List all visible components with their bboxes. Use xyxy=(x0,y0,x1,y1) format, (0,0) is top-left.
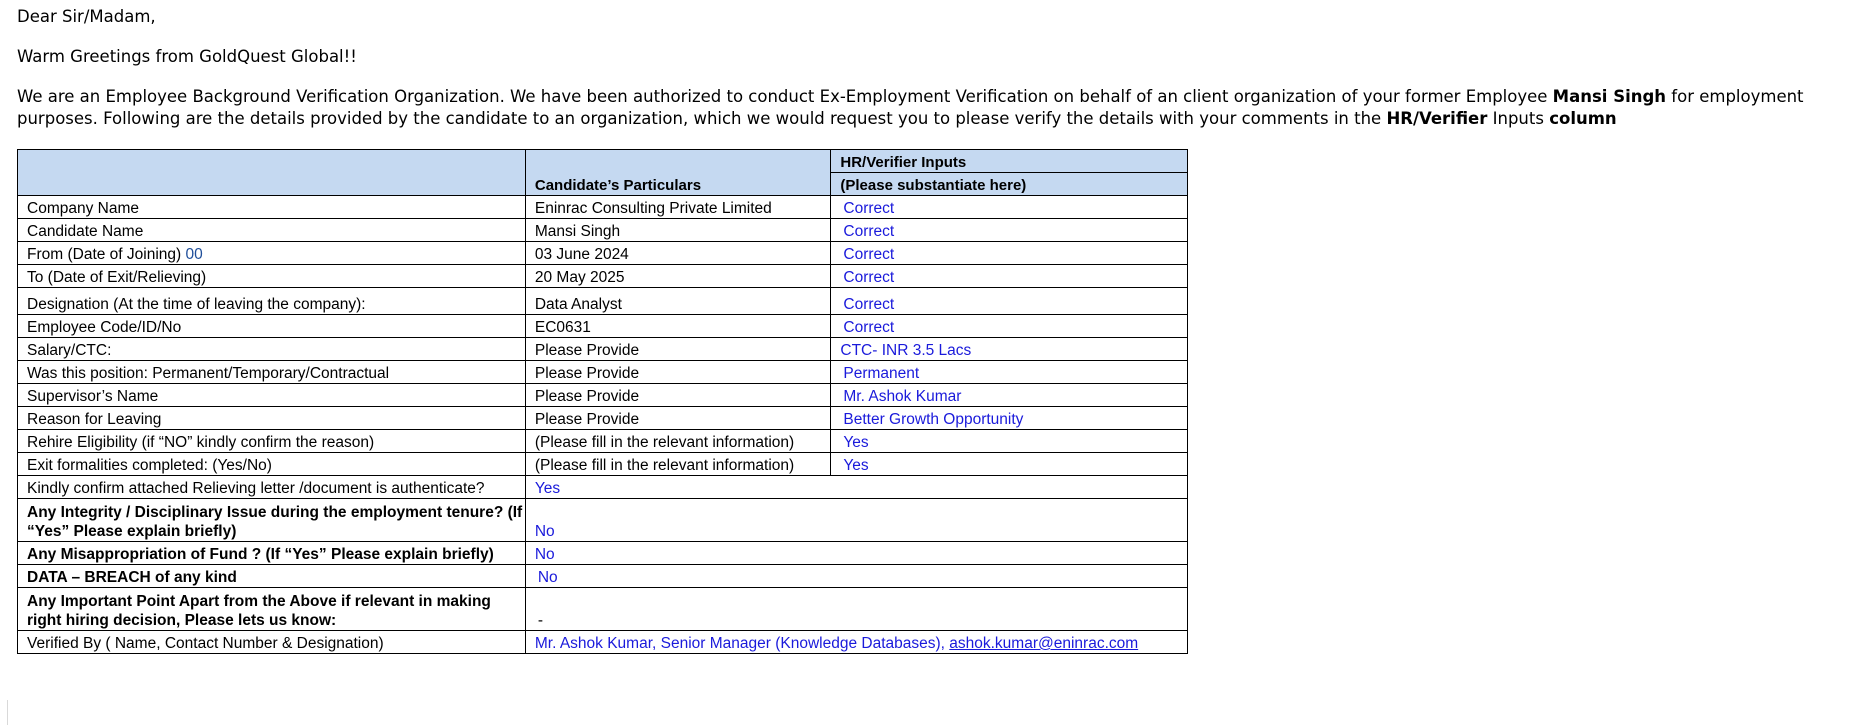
row-label: Reason for Leaving xyxy=(18,407,526,430)
table-row xyxy=(18,430,1188,453)
verified-by-text: Mr. Ashok Kumar, Senior Manager (Knowledge Databases), xyxy=(534,635,950,652)
row-candidate-value: Please Provide xyxy=(525,407,831,430)
intro-paragraph xyxy=(17,86,1867,130)
table-row xyxy=(18,219,1188,242)
intro-text-1: We are an Employee Background Verification Organization. We have been authorized to conduct Ex-Employment Verification on behalf of an client organization of your former Employee xyxy=(17,87,1553,106)
row-verifier-value: CTC- INR 3.5 Lacs xyxy=(831,338,1188,361)
table-row xyxy=(18,588,1188,631)
row-label: Rehire Eligibility (if “NO” kindly confirm the reason) xyxy=(18,430,526,453)
header-substantiate: (Please substantiate here) xyxy=(831,173,1188,196)
merged-row-label: Verified By ( Name, Contact Number & Designation) xyxy=(18,631,526,654)
row-candidate-value: Mansi Singh xyxy=(525,219,831,242)
merged-row-answer: No xyxy=(525,499,1187,542)
table-row xyxy=(18,476,1188,499)
column-bold: column xyxy=(1549,109,1617,128)
row-label: Was this position: Permanent/Temporary/Contractual xyxy=(18,361,526,384)
row-verifier-value: Yes xyxy=(831,430,1188,453)
edge-divider xyxy=(7,700,8,725)
row-candidate-value: (Please fill in the relevant information) xyxy=(525,430,831,453)
row-candidate-value: 03 June 2024 xyxy=(525,242,831,265)
table-row xyxy=(18,265,1188,288)
merged-row-answer: - xyxy=(525,588,1187,631)
inputs-word: Inputs xyxy=(1487,109,1550,128)
table-row xyxy=(18,453,1188,476)
email-body xyxy=(17,6,1867,146)
row-candidate-value: Data Analyst xyxy=(525,288,831,315)
hr-verifier-bold: HR/Verifier xyxy=(1386,109,1488,128)
row-verifier-value: Permanent xyxy=(831,361,1188,384)
table-row xyxy=(18,338,1188,361)
row-label: Salary/CTC: xyxy=(18,338,526,361)
header-hr-verifier-inputs: HR/Verifier Inputs xyxy=(831,150,1188,173)
row-candidate-value: Please Provide xyxy=(525,384,831,407)
table-row xyxy=(18,631,1188,654)
table-row xyxy=(18,288,1188,315)
row-label: Designation (At the time of leaving the company): xyxy=(18,288,526,315)
row-verifier-value: Correct xyxy=(831,196,1188,219)
table-row xyxy=(18,196,1188,219)
row-candidate-value: Please Provide xyxy=(525,338,831,361)
intro-text-2: for employment purposes. Following are the details provided by the candidate to an organization, which we would request you to please verify the details with your comments in the xyxy=(17,87,1804,128)
verified-by-cell xyxy=(525,631,1187,654)
row-verifier-value: Mr. Ashok Kumar xyxy=(831,384,1188,407)
row-candidate-value: EC0631 xyxy=(525,315,831,338)
row-verifier-value: Correct xyxy=(831,242,1188,265)
table-row xyxy=(18,499,1188,542)
verifier-email-link[interactable]: ashok.kumar@eninrac.com xyxy=(949,635,1139,652)
merged-row-label: DATA – BREACH of any kind xyxy=(18,565,526,588)
header-blank-cell xyxy=(18,150,526,196)
candidate-name-bold: Mansi Singh xyxy=(1552,87,1667,106)
row-label xyxy=(18,242,526,265)
row-verifier-value: Yes xyxy=(831,453,1188,476)
row-label-text: From (Date of Joining) xyxy=(27,246,186,263)
row-verifier-value: Better Growth Opportunity xyxy=(831,407,1188,430)
row-verifier-value: Correct xyxy=(831,288,1188,315)
row-label: Supervisor’s Name xyxy=(18,384,526,407)
row-verifier-value: Correct xyxy=(831,219,1188,242)
row-label: Exit formalities completed: (Yes/No) xyxy=(18,453,526,476)
row-label: Candidate Name xyxy=(18,219,526,242)
row-label: Employee Code/ID/No xyxy=(18,315,526,338)
table-row xyxy=(18,315,1188,338)
row-label: To (Date of Exit/Relieving) xyxy=(18,265,526,288)
table-row xyxy=(18,565,1188,588)
row-candidate-value: Please Provide xyxy=(525,361,831,384)
table-row xyxy=(18,242,1188,265)
merged-row-answer: No xyxy=(525,565,1187,588)
table-row xyxy=(18,361,1188,384)
merged-row-label: Any Integrity / Disciplinary Issue during the employment tenure? (If “Yes” Please explain briefly) xyxy=(18,499,526,542)
table-row xyxy=(18,542,1188,565)
greeting-line: Warm Greetings from GoldQuest Global!! xyxy=(17,47,357,66)
merged-row-answer: No xyxy=(525,542,1187,565)
row-candidate-value: 20 May 2025 xyxy=(525,265,831,288)
row-label: Company Name xyxy=(18,196,526,219)
verification-table xyxy=(17,149,1188,654)
row-label-suffix: 00 xyxy=(185,246,203,263)
row-candidate-value: Eninrac Consulting Private Limited xyxy=(525,196,831,219)
merged-row-label: Any Important Point Apart from the Above if relevant in making right hiring decision, Please lets us know: xyxy=(18,588,526,631)
merged-row-label: Kindly confirm attached Relieving letter /document is authenticate? xyxy=(18,476,526,499)
table-row xyxy=(18,384,1188,407)
merged-row-answer: Yes xyxy=(525,476,1187,499)
row-candidate-value: (Please fill in the relevant information) xyxy=(525,453,831,476)
row-verifier-value: Correct xyxy=(831,265,1188,288)
row-verifier-value: Correct xyxy=(831,315,1188,338)
merged-row-label: Any Misappropriation of Fund ? (If “Yes” Please explain briefly) xyxy=(18,542,526,565)
table-row xyxy=(18,407,1188,430)
header-candidate-particulars: Candidate’s Particulars xyxy=(525,150,831,196)
table-header-row-1 xyxy=(18,150,1188,173)
salutation: Dear Sir/Madam, xyxy=(17,7,156,26)
